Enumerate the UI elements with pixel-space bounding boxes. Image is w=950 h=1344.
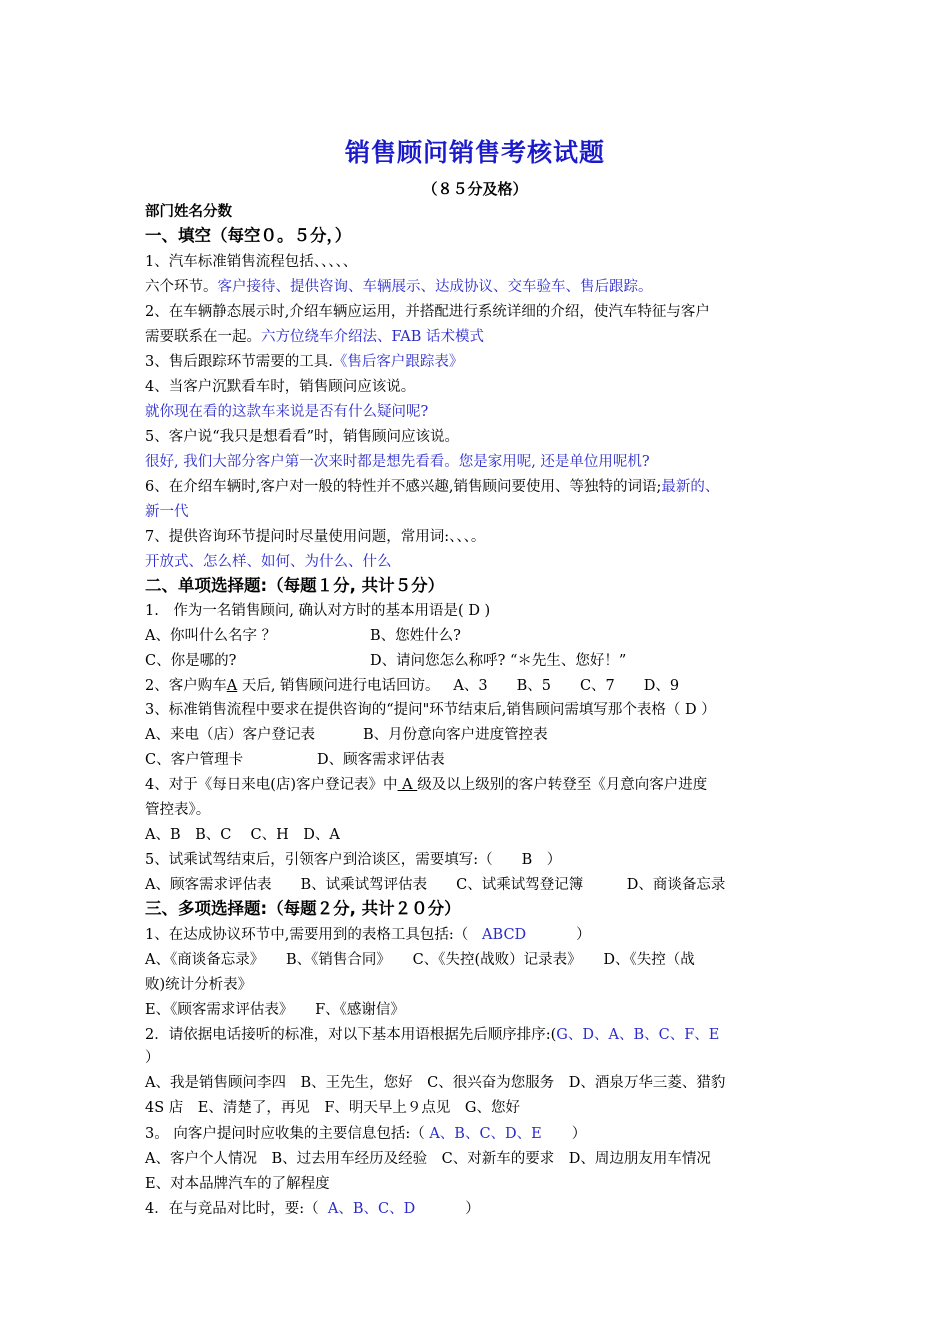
s3-q3-options-row2: E、对本品牌汽车的了解程度 bbox=[145, 1176, 330, 1192]
s2-q1: 1. 作为一名销售顾问, 确认对方时的基本用语是( D ) bbox=[145, 603, 491, 619]
s1-q2: 2、在车辆静态展示时,介绍车辆应运用，并搭配进行系统详细的介绍，使汽车特征与客户 bbox=[145, 304, 710, 320]
s3-q4-end: ） bbox=[465, 1201, 480, 1217]
s1-q6 bbox=[145, 477, 835, 497]
s1-q1: 1、汽车标准销售流程包括、、、、、 bbox=[145, 254, 358, 270]
s2-q1-options-row1 bbox=[145, 626, 835, 646]
s3-q1-end: ） bbox=[576, 927, 591, 943]
s2-q2-pre: 2、客户购车 bbox=[145, 678, 227, 694]
s2-q3-options-row1 bbox=[145, 725, 835, 745]
s2-q3-option-a: A、来电（店）客户登记表 bbox=[145, 727, 315, 743]
s3-q2-answer: G、D、A、B、C、F、E bbox=[556, 1027, 720, 1043]
s3-q2 bbox=[145, 1025, 835, 1045]
s3-q1 bbox=[145, 925, 835, 945]
header-line: 部门姓名分数 bbox=[145, 204, 232, 220]
s3-q4-answer: A、B、C、D bbox=[327, 1201, 416, 1217]
s2-q3-option-b: B、月份意向客户进度管控表 bbox=[363, 727, 548, 743]
s3-q3 bbox=[145, 1124, 835, 1144]
s3-q1-options-row1: A、《商谈备忘录》 B、《销售合同》 C、《失控(战败）记录表》 D、《失控（战 bbox=[145, 952, 695, 968]
s3-q4 bbox=[145, 1199, 835, 1219]
s2-q3-option-d: D、顾客需求评估表 bbox=[317, 752, 445, 768]
s1-q3-answer: 《售后客户跟踪表》 bbox=[332, 354, 464, 370]
s3-q3-answer: A、B、C、D、E bbox=[429, 1126, 542, 1142]
s2-q1-options-row2 bbox=[145, 651, 835, 671]
s1-q6-answer-cont: 新一代 bbox=[145, 504, 189, 520]
s2-q4-pre: 4、对于《每日来电(店)客户登记表》中 bbox=[145, 777, 398, 793]
s1-q7-answer: 开放式、怎么样、如何、为什么、什么 bbox=[145, 554, 392, 570]
s2-q3-options-row2 bbox=[145, 750, 835, 770]
section-1-heading: 一、填空（每空０。５分，） bbox=[145, 226, 352, 245]
section-2-heading: 二、单项选择题:（每题１分, 共计５分） bbox=[145, 576, 445, 595]
s1-q7: 7、提供咨询环节提问时尽量使用问题，常用词:、、、。 bbox=[145, 529, 486, 545]
s1-q1-answer: 客户接待、提供咨询、车辆展示、达成协议、交车验车、售后跟踪。 bbox=[217, 279, 653, 295]
s3-q1-answer: ABCD bbox=[482, 927, 527, 943]
s1-q2-cont: 需要联系在一起。 bbox=[145, 329, 261, 345]
s2-q4 bbox=[145, 775, 835, 795]
s2-q4-post: 级及以上级别的客户转登至《月意向客户进度 bbox=[417, 777, 708, 793]
s2-q3: 3、标准销售流程中要求在提供咨询的“提问"环节结束后,销售顾问需填写那个表格（ D ） bbox=[145, 702, 716, 718]
s1-q6-text: 6、在介绍车辆时,客户对一般的特性并不感兴趣,销售顾问要使用、等独特的词语; bbox=[145, 479, 662, 495]
s2-q1-option-c: C、你是哪的? bbox=[145, 653, 237, 669]
s3-q1-text: 1、在达成协议环节中,需要用到的表格工具包括:（ bbox=[145, 927, 469, 943]
s2-q5: 5、试乘试驾结束后，引领客户到洽谈区，需要填写:（ B ） bbox=[145, 852, 562, 868]
s2-q1-option-a: A、你叫什么名字 ？ bbox=[145, 628, 277, 644]
s2-q2-blank: A bbox=[226, 678, 238, 694]
s3-q2-text: 2．请依据电话接听的标准，对以下基本用语根据先后顺序排序:( bbox=[145, 1027, 557, 1043]
s3-q4-text: 4．在与竞品对比时，要:（ bbox=[145, 1201, 319, 1217]
s1-q2-answer: 六方位绕车介绍法、FAB 话术模式 bbox=[261, 329, 485, 345]
s1-q5-answer: 很好, 我们大部分客户第一次来时都是想先看看。您是家用呢, 还是单位用呢机? bbox=[145, 454, 650, 470]
s1-q4: 4、当客户沉默看车时，销售顾问应该说。 bbox=[145, 379, 416, 395]
s1-q2-line2 bbox=[145, 327, 835, 347]
section-3-heading: 三、多项选择题:（每题２分, 共计２０分） bbox=[145, 899, 461, 918]
s2-q4-blank: A bbox=[397, 777, 418, 793]
s1-q6-answer: 最新的、 bbox=[661, 479, 720, 495]
s2-q4-cont: 管控表》。 bbox=[145, 802, 211, 818]
s1-q3-text: 3、售后跟踪环节需要的工具. bbox=[145, 354, 333, 370]
s2-q2 bbox=[145, 676, 835, 696]
s3-q2-end: ） bbox=[145, 1050, 160, 1066]
s1-q3 bbox=[145, 352, 835, 372]
s2-q3-option-c: C、客户管理卡 bbox=[145, 752, 244, 768]
s3-q1-options-row2: 败)统计分析表》 bbox=[145, 977, 253, 993]
s2-q2-post: 天后, 销售顾问进行电话回访。 bbox=[237, 678, 440, 694]
s3-q3-text: 3。 向客户提问时应收集的主要信息包括:（ bbox=[145, 1126, 425, 1142]
document-subtitle: （８５分及格） bbox=[422, 180, 528, 198]
s2-q1-option-b: B、您姓什么? bbox=[370, 628, 461, 644]
s1-q4-answer: 就你现在看的这款车来说是否有什么疑问呢? bbox=[145, 404, 429, 420]
s1-q5: 5、客户说“我只是想看看”时，销售顾问应该说。 bbox=[145, 429, 460, 445]
s3-q2-options-row2: 4S 店 E、清楚了，再见 F、明天早上９点见 G、您好 bbox=[145, 1100, 520, 1116]
s1-q1-line2 bbox=[145, 277, 835, 297]
document-title: 销售顾问销售考核试题 bbox=[344, 138, 605, 167]
s1-q1-prefix: 六个环节。 bbox=[145, 279, 218, 295]
s2-q1-option-d: D、请问您怎么称呼? “＊先生、您好！” bbox=[370, 653, 627, 669]
s3-q3-end: ） bbox=[571, 1126, 587, 1142]
s2-q5-options: A、顾客需求评估表 B、试乘试驾评估表 C、试乘试驾登记簿 D、商谈备忘录 bbox=[145, 877, 726, 893]
s3-q2-options-row1: A、我是销售顾问李四 B、王先生，您好 C、很兴奋为您服务 D、酒泉万华三菱、猎豹 bbox=[145, 1075, 726, 1091]
s2-q2-options: A、3 B、5 C、7 D、9 bbox=[453, 678, 680, 694]
s3-q3-options-row1: A、客户个人情况 B、过去用车经历及经验 C、对新车的要求 D、周边朋友用车情况 bbox=[145, 1151, 711, 1167]
s2-q4-options: A、B B、C C、H D、A bbox=[145, 827, 340, 843]
s3-q1-options-row3: E、《顾客需求评估表》 F、《感谢信》 bbox=[145, 1002, 405, 1018]
